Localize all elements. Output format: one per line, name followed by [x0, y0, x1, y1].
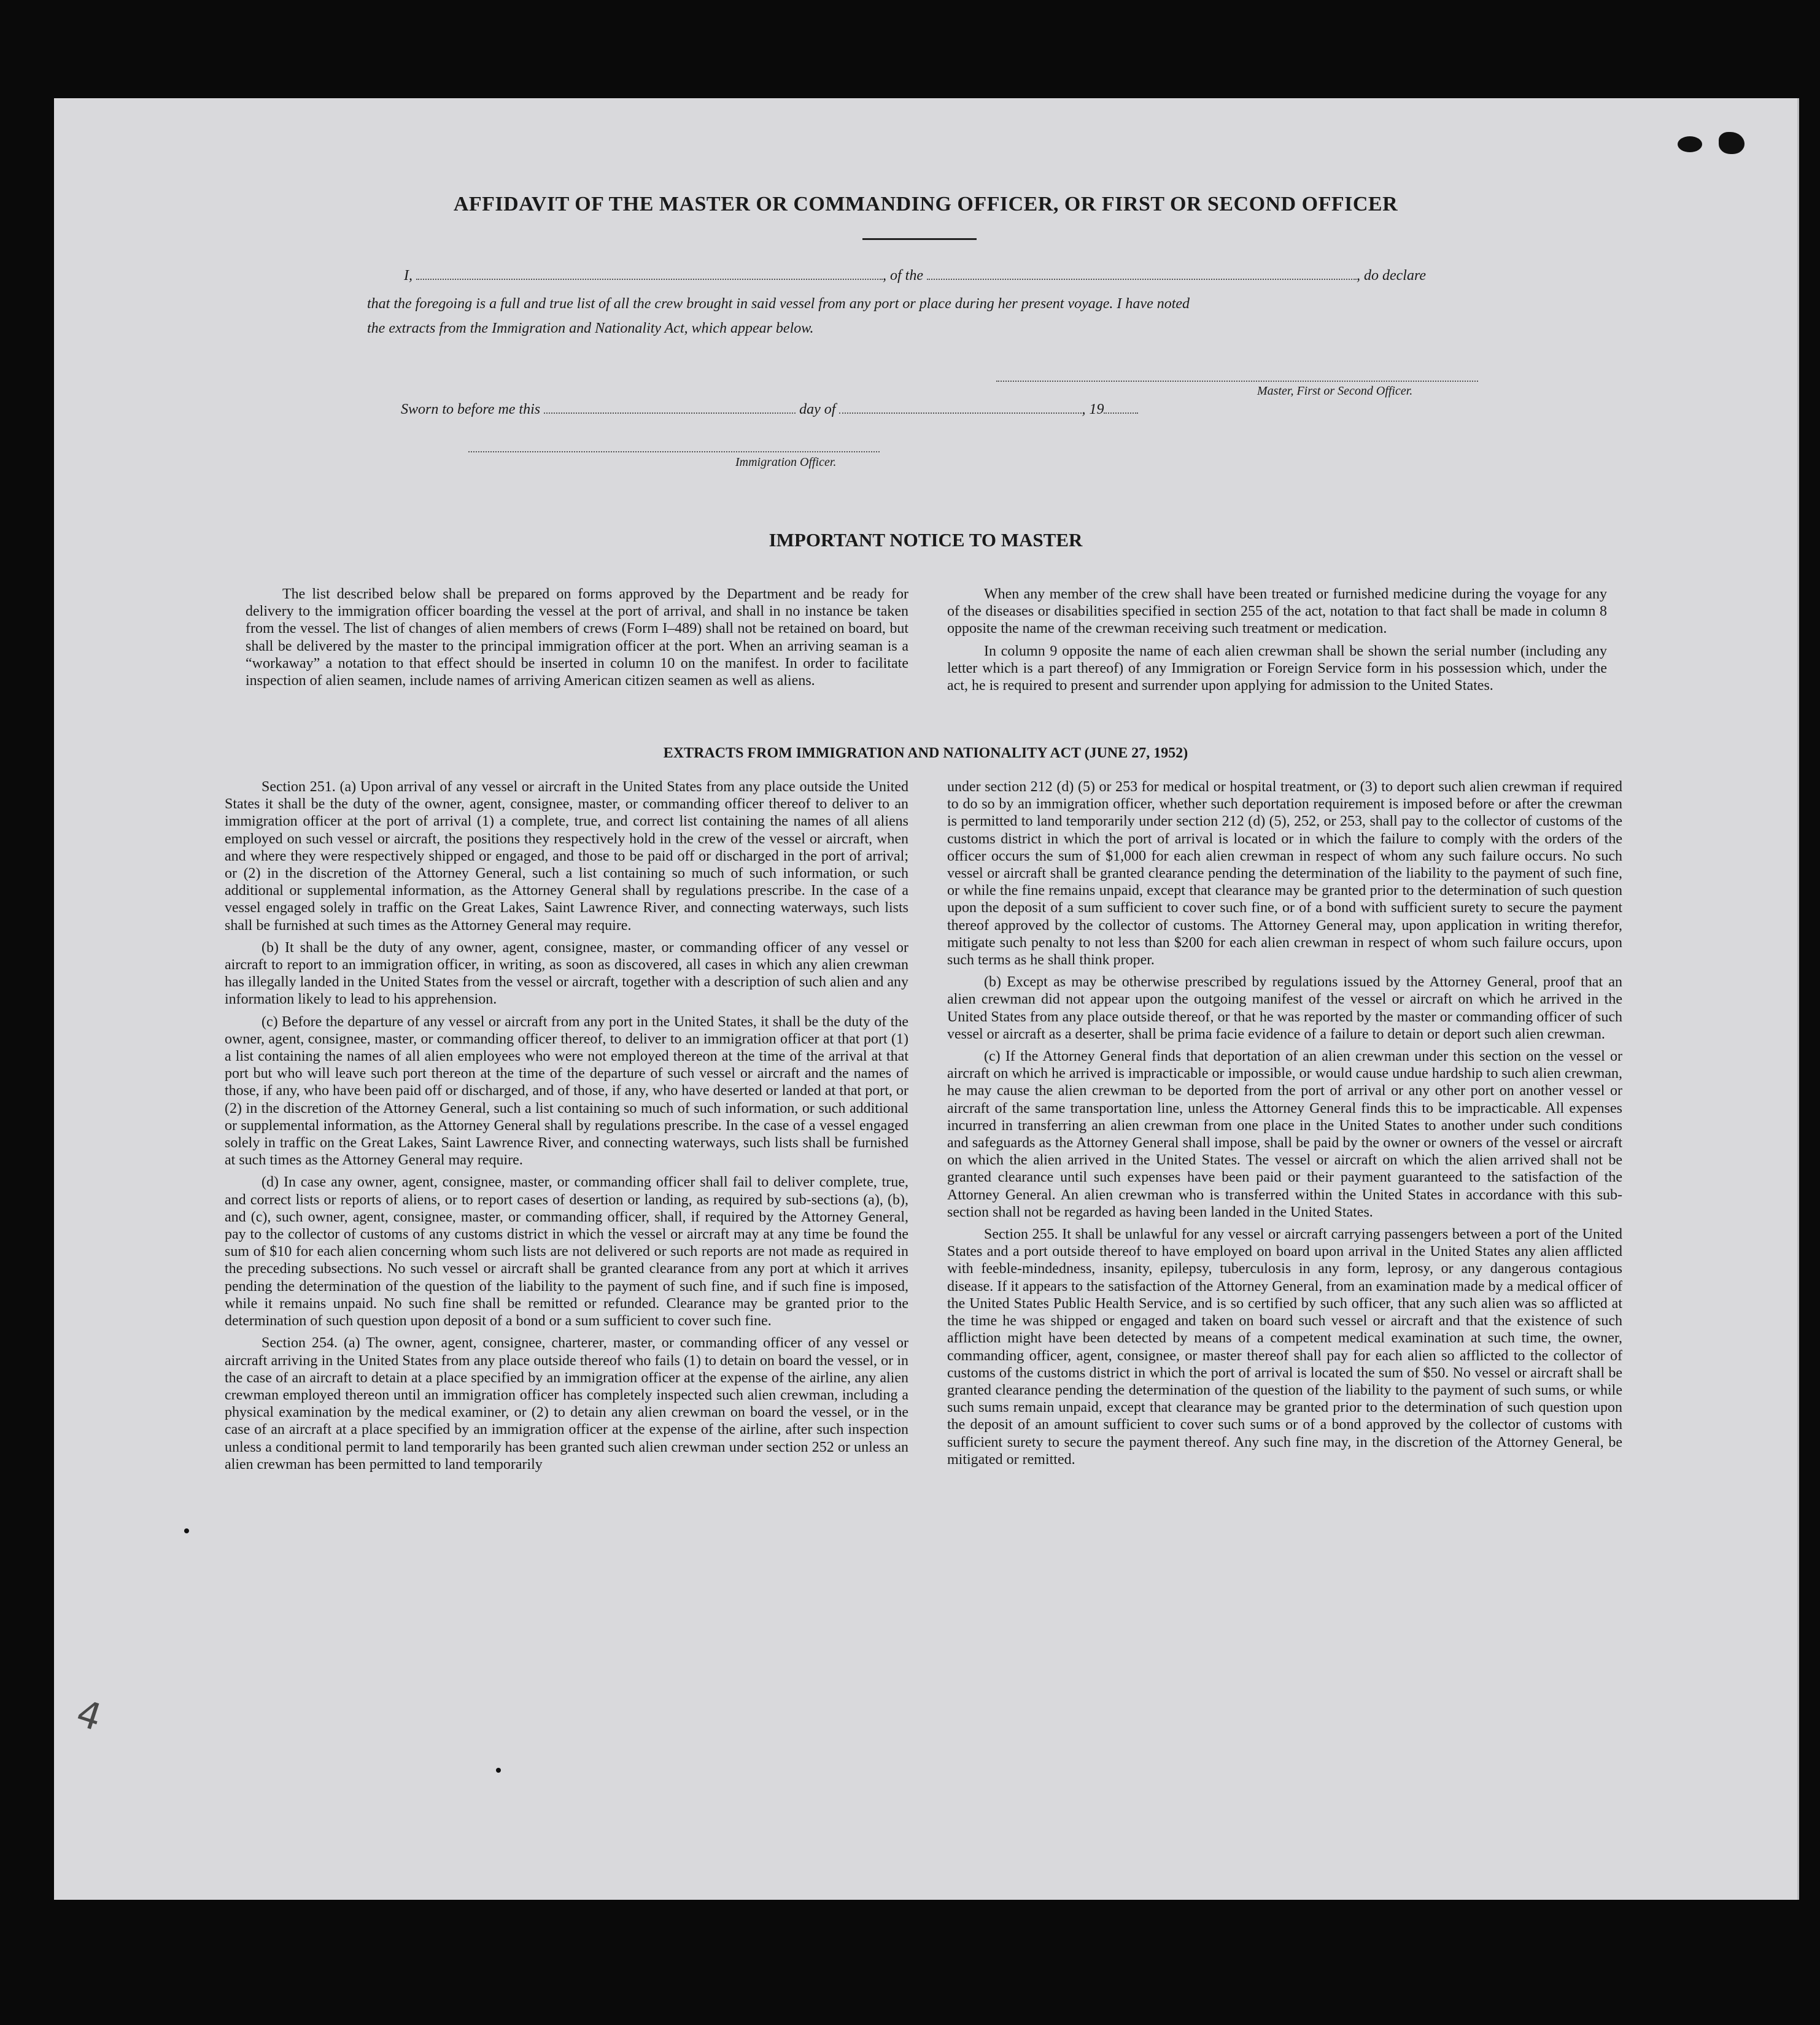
extract-paragraph: Section 251. (a) Upon arrival of any vessel or aircraft in the United States from any place outside the United States it shall be the duty of the owner, agent, consignee, master, or commanding officer thereof to deliver to an immigration officer at the port of arrival (1) a complete, true, and correct list containing the names of all aliens employed on such vessel or aircraft, the positions they respectively hold in the crew of the vessel or aircraft, when and where they were respectively shipped or engaged, and those to be paid off or discharged in the port of arrival; or (2) in the discretion of the Attorney General, such a list containing so much of such information, or such additional or supplemental information, as the Attorney General shall by regulations prescribe. In the case of a vessel engaged solely in traffic on the Great Lakes, Saint Lawrence River, and connecting waterways, such lists shall be furnished at such times as the Attorney General may require. [225, 779, 908, 934]
extracts-left-column [225, 778, 908, 1478]
name-fill-line [416, 268, 883, 280]
extract-paragraph: (b) Except as may be otherwise prescribed by regulations issued by the Attorney General, proof that an alien crewman did not appear upon the outgoing manifest of the vessel or aircraft on which he arrived in the United States from any place outside thereof, or that he was reported by the master or commanding officer of such vessel or aircraft as a deserter, shall be prima facie evidence of a failure to detain or deport such alien crewman. [947, 974, 1622, 1042]
notice-paragraph: The list described below shall be prepared on forms approved by the Department and be ready for delivery to the immigration officer boarding the vessel at the port of arrival, and shall in no instance be taken from the vessel. The list of changes of alien members of crews (Form I–489) shall not be retained on board, but shall be delivered by the master to the principal immigration officer at the port. When an arriving seaman is a “workaway” a notation to that effect should be inserted in column 10 on the manifest. In order to facilitate inspection of alien seamen, include names of arriving American citizen seamen as well as aliens. [246, 586, 908, 689]
extract-paragraph: (d) In case any owner, agent, consignee, master, or commanding officer shall fail to deliver complete, true, and correct lists or reports of aliens, or to report cases of desertion or landing, as required by sub-sections (a), (b), and (c), such owner, agent, consignee, master, or commanding officer, shall, if required by the Attorney General, pay to the collector of customs of any customs district in which the vessel or aircraft may at any time be found the sum of $10 for each alien concerning whom such lists are not delivered or such reports are not made as required in the preceding subsections. No such vessel or aircraft shall be granted clearance from any port at which it arrives pending the determination of the question of the liability to the payment of such fine, and if such fine is imposed, while it remains unpaid. No such fine shall be remitted or refunded. Clearance may be granted prior to the determination of such question upon deposit of a bond or a sum sufficient to cover such fine. [225, 1174, 908, 1330]
affidavit-title: AFFIDAVIT OF THE MASTER OR COMMANDING OFFICER, OR FIRST OR SECOND OFFICER [453, 193, 1398, 215]
notice-paragraph: When any member of the crew shall have been treated or furnished medicine during the voyage for any of the diseases or disabilities specified in section 255 of the act, notation to that fact shall be made in column 8 opposite the name of the crewman receiving such treatment or medication. [947, 586, 1607, 637]
extract-paragraph: Section 254. (a) The owner, agent, consignee, charterer, master, or commanding officer of any vessel or aircraft arriving in the United States from any place outside thereof who fails (1) to detain on board the vessel, or in the case of an aircraft to detain at a place specified by an immigration officer at the expense of the airline, any alien crewman employed thereon until an immigration officer has completely inspected such alien crewman, including a physical examination by the medical examiner, or (2) to detain any alien crewman on board the vessel, or in the case of an aircraft at a place specified by an immigration officer at the expense of the airline, after such inspection unless a conditional permit to land temporarily has been granted such alien crewman under section 252 or unless an alien crewman has been permitted to land temporarily [225, 1335, 908, 1473]
document-page [54, 98, 1799, 1900]
notice-paragraph: In column 9 opposite the name of each alien crewman shall be shown the serial number (including any letter which is a part thereof) of any Immigration or Foreign Service form in his possession which, under the act, he is required to present and surrender upon applying for admission to the United States. [947, 643, 1607, 694]
sworn-label: Sworn to before me this [401, 401, 541, 417]
ink-speck [184, 1528, 189, 1533]
day-of-label: day of [799, 401, 836, 417]
declaration-fill-line [404, 268, 1426, 284]
immigration-officer-caption: Immigration Officer. [735, 455, 837, 469]
master-signature-caption: Master, First or Second Officer. [1257, 384, 1413, 398]
vessel-fill-line [927, 268, 1357, 280]
title-rule [862, 238, 977, 240]
sworn-month-fill-line [839, 401, 1082, 414]
do-declare-label: , do declare [1357, 268, 1427, 284]
notice-heading: IMPORTANT NOTICE TO MASTER [769, 529, 1083, 551]
extract-paragraph: Section 255. It shall be unlawful for any vessel or aircraft carrying passengers between a port of the United States and a port outside thereof to have employed on board upon arrival in the United States any alien afflicted with feeble-mindedness, insanity, epilepsy, tuberculosis in any form, leprosy, or any dangerous contagious disease. If it appears to the satisfaction of the Attorney General, from an examination made by a medical officer of the United States Public Health Service, and is so certified by such officer, that any such alien was so afflicted at the time he was shipped or engaged and taken on board such vessel or aircraft and that the existence of such affliction might have been detected by means of a competent medical examination at such time, the owner, commanding officer, agent, consignee, or master thereof shall pay for each alien so afflicted to the collector of customs of the customs district in which the port of arrival is located the sum of $50. No vessel or aircraft shall be granted clearance pending the determination of the question of the liability to the payment of such sums, or while such sums remain unpaid, except that clearance may be granted prior to the determination of such question upon the deposit of an amount sufficient to cover such sums or of a bond approved by the collector of customs with sufficient surety to secure the payment thereof. Any such fine may, in the discretion of the Attorney General, be mitigated or remitted. [947, 1226, 1622, 1468]
declaration-line-1: that the foregoing is a full and true list of all the crew brought in said vessel from any port or place during her present voyage. I have noted [367, 296, 1190, 312]
extracts-heading: EXTRACTS FROM IMMIGRATION AND NATIONALITY ACT (JUNE 27, 1952) [663, 745, 1188, 761]
notice-left-column [246, 586, 908, 694]
extract-paragraph: under section 212 (d) (5) or 253 for medical or hospital treatment, or (3) to deport such alien crewman if required to do so by an immigration officer, whether such deportation requirement is imposed before or after the crewman is permitted to land temporarily under section 212 (d) (5), 252, or 253, shall pay to the collector of customs of the customs district in which the port of arrival is located or in which the failure to comply with the orders of the officer occurs the sum of $1,000 for each alien crewman in respect of whom any such failure occurs. No such vessel or aircraft shall be granted clearance pending the determination of the liability to the payment of such fine, or while the fine remains unpaid, except that clearance may be granted prior to the determination of such question upon the deposit of a sum sufficient to cover such fine, or of a bond with sufficient surety to secure the payment thereof approved by the collector of customs. The Attorney General may, upon application in writing therefor, mitigate such penalty to not less than $200 for each alien crewman in respect of whom such failure occurs, upon such terms as he shall think proper. [947, 779, 1622, 969]
of-the-label: , of the [883, 268, 923, 284]
ink-speck [496, 1768, 501, 1773]
extract-paragraph: (c) Before the departure of any vessel or aircraft from any port in the United States, it shall be the duty of the owner, agent, consignee, master, or commanding officer thereof, to deliver to an immigration officer at that port (1) a list containing the names of all alien employees who were not employed thereon at the time of the arrival at that port but who will leave such port thereon at the time of the departure of such vessel or aircraft and the names of those, if any, who have been paid off or discharged, and of those, if any, who have deserted or landed at that port, or (2) in the discretion of the Attorney General, such a list containing so much of such information, or such additional or supplemental information, as the Attorney General shall by regulations prescribe. In the case of a vessel engaged solely in traffic on the Great Lakes, Saint Lawrence River, and connecting waterways, such lists shall be furnished at such times as the Attorney General may require. [225, 1013, 908, 1169]
ink-blot [1678, 136, 1702, 152]
ink-blot [1719, 132, 1744, 154]
handwritten-margin-note: 4 [71, 1691, 107, 1740]
year-label: , 19 [1082, 401, 1104, 417]
notice-right-column [947, 586, 1607, 699]
sworn-day-fill-line [544, 401, 796, 414]
extract-paragraph: (b) It shall be the duty of any owner, agent, consignee, master, or commanding officer of any vessel or aircraft to report to an immigration officer, in writing, as soon as discovered, all cases in which any alien crewman has illegally landed in the United States from the vessel or aircraft, together with a description of such alien and any information likely to lead to his apprehension. [225, 939, 908, 1008]
declaration-line-2: the extracts from the Immigration and Nationality Act, which appear below. [367, 320, 814, 336]
declare-i-label: I, [404, 268, 412, 284]
extracts-right-column [947, 778, 1622, 1473]
sworn-year-fill-line [1104, 401, 1138, 414]
immigration-officer-signature-line [468, 451, 880, 452]
sworn-line [401, 401, 1138, 418]
master-signature-line [996, 381, 1478, 382]
extract-paragraph: (c) If the Attorney General finds that deportation of an alien crewman under this section on the vessel or aircraft on which he arrived is impracticable or impossible, or would cause undue hardship to such alien crewman, he may cause the alien crewman to be deported from the port of arrival or any other port on another vessel or aircraft of the same transportation line, unless the Attorney General finds this to be impracticable. All expenses incurred in transferring an alien crewman from one place in the United States to another under such conditions and safeguards as the Attorney General shall impose, shall be paid by the owner or owners of the vessel or aircraft on which the alien arrived in the United States. The vessel or aircraft on which the alien arrived shall not be granted clearance until such expenses have been paid or their payment guaranteed to the satisfaction of the Attorney General. An alien crewman who is transferred within the United States in accordance with this sub-section shall not be regarded as having been landed in the United States. [947, 1048, 1622, 1220]
